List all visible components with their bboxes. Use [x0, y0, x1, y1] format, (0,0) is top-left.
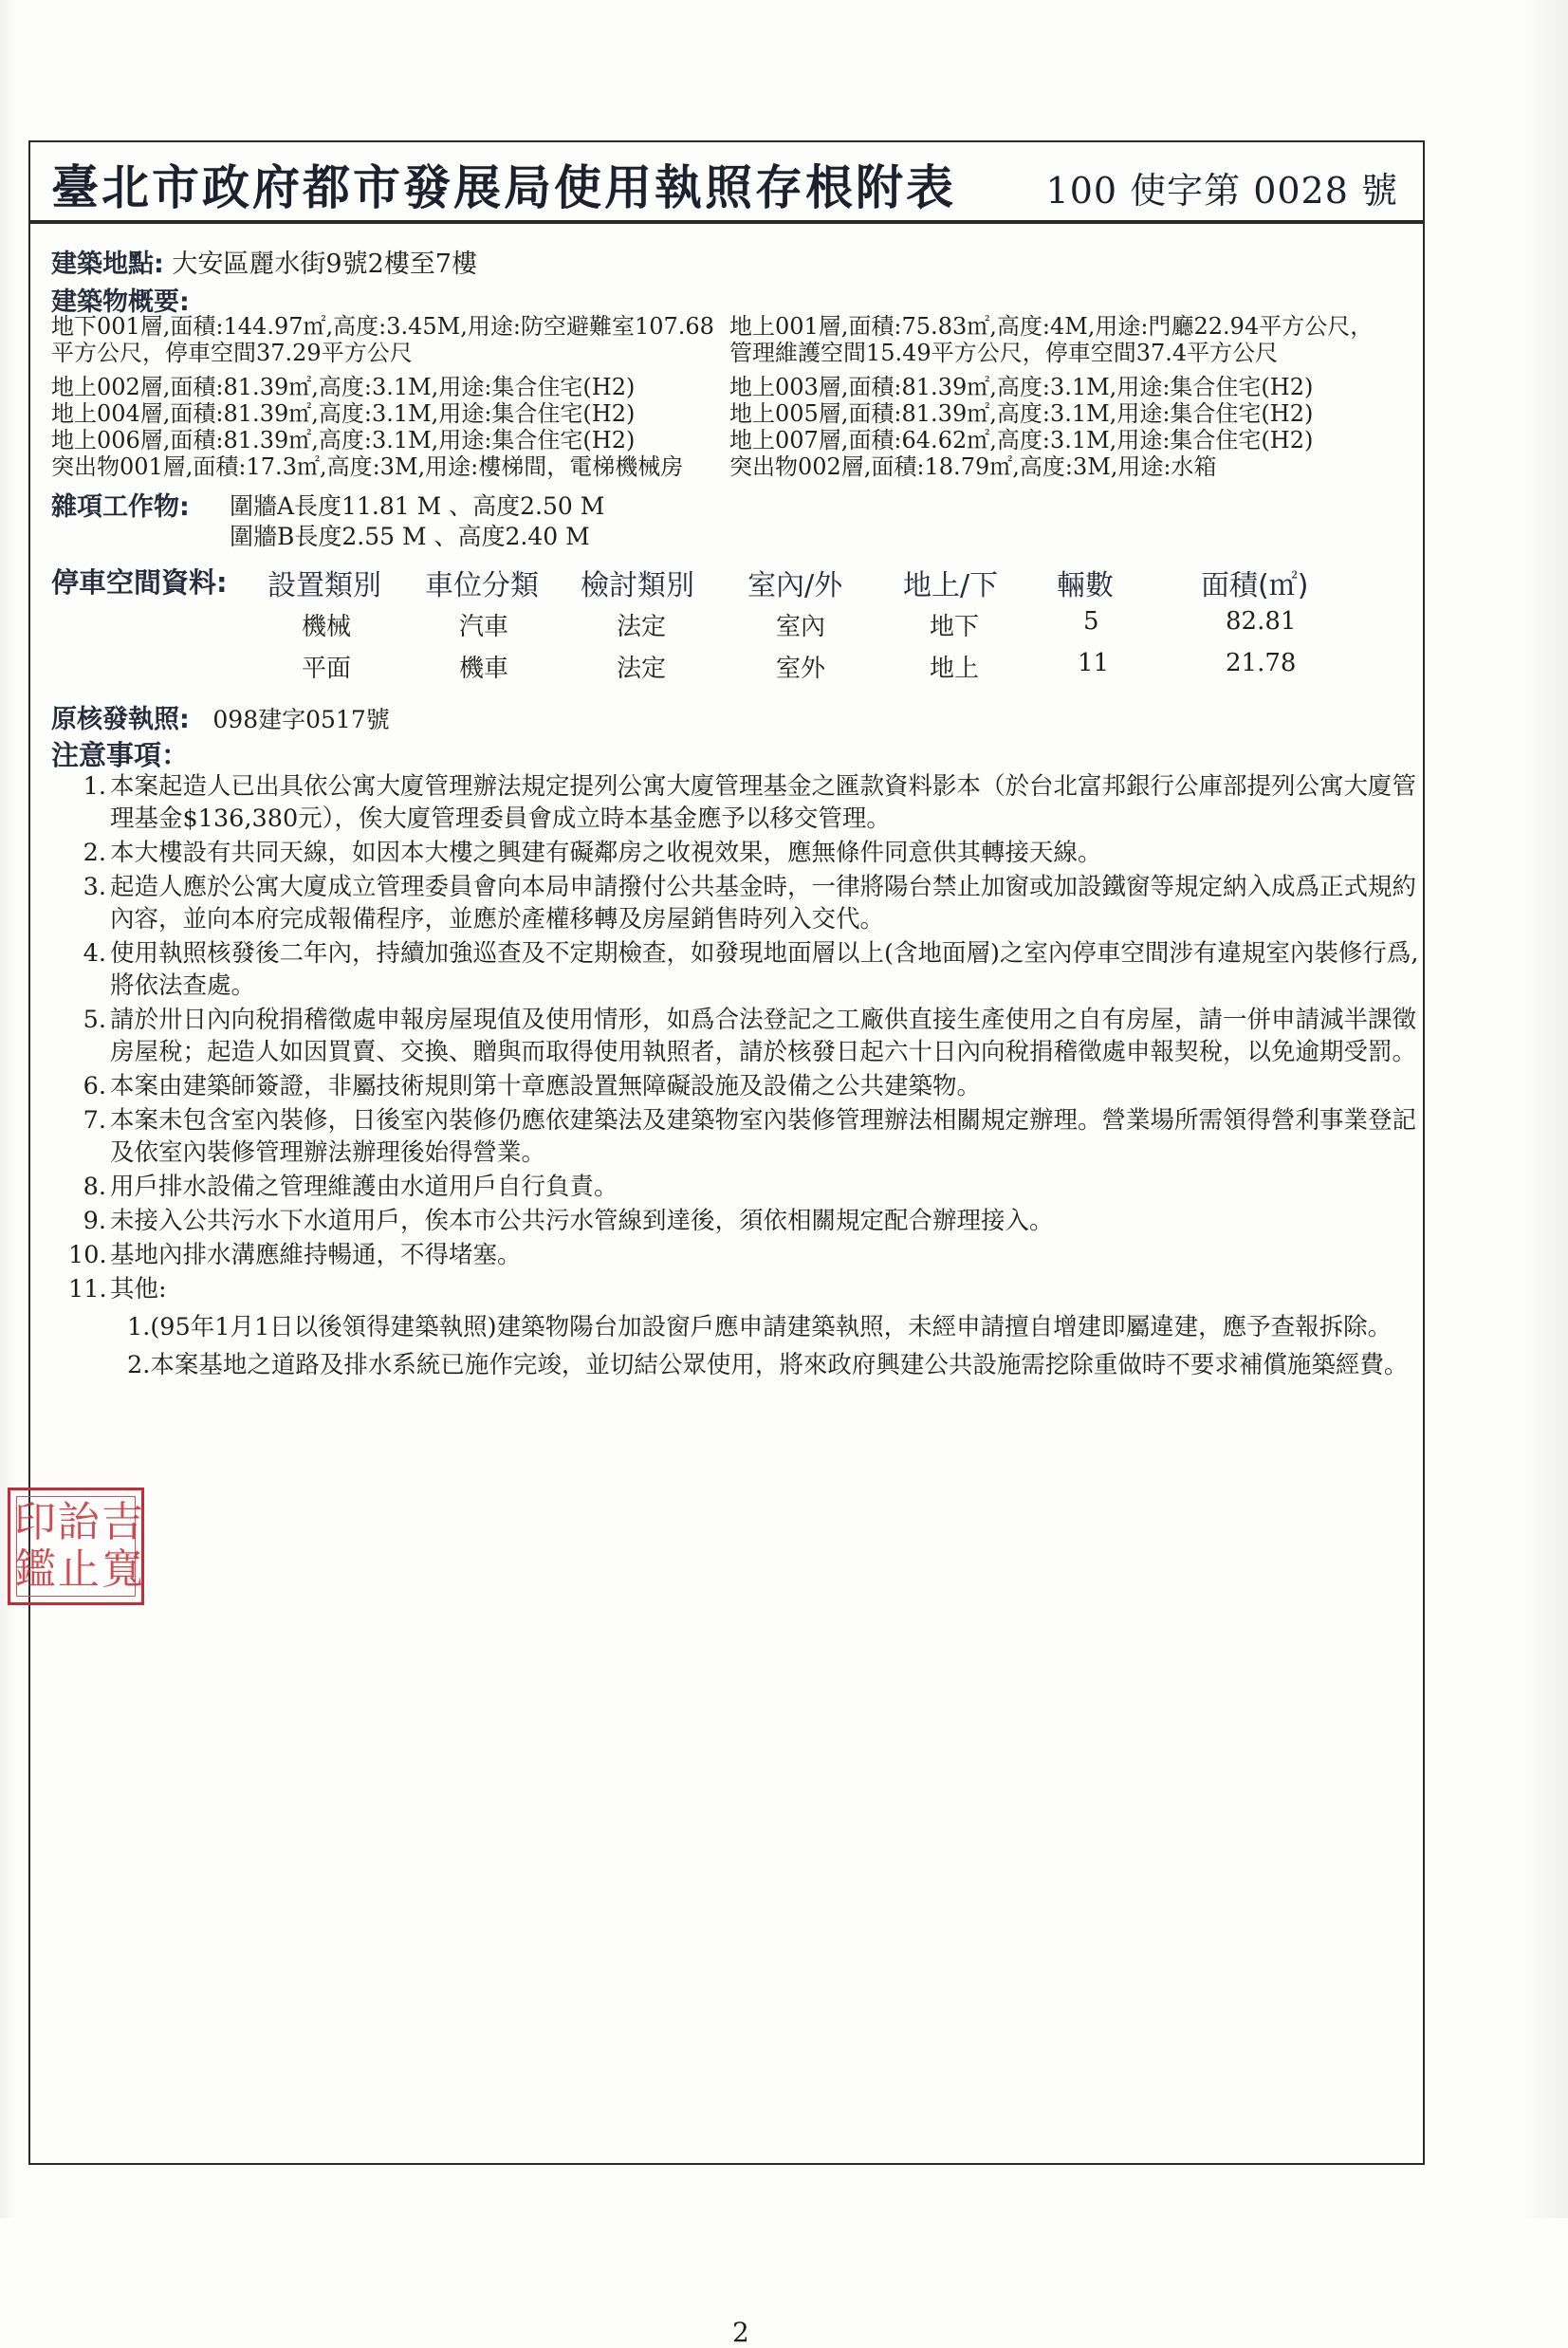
note-item: [68, 1070, 1434, 1102]
original-license-label: 原核發執照:: [51, 705, 190, 734]
note-item: [68, 837, 1434, 869]
parking-cell: 法定: [617, 655, 667, 683]
parking-cell: 地下: [930, 613, 980, 641]
parking-cell: 11: [1078, 649, 1110, 677]
overview-line: 突出物001層,面積:17.3㎡,高度:3M,用途:樓梯間，電梯機械房: [51, 453, 684, 480]
document-frame: [28, 140, 1425, 2348]
parking-cell: 室內: [776, 613, 826, 641]
note-item: [68, 1239, 1434, 1271]
parking-cell: 82.81: [1226, 607, 1297, 636]
misc-label: 雜項工作物:: [51, 492, 190, 522]
seal-glyph: 寬: [101, 1545, 143, 1594]
note-number: 3.: [83, 873, 106, 901]
note-text: 用戶排水設備之管理維護由水道用戶自行負責。: [110, 1173, 618, 1201]
parking-cell: 機械: [302, 613, 352, 641]
note-text: 請於卅日內向稅捐稽徵處申報房屋現值及使用情形，如爲合法登記之工廠供直接生產使用之自有房屋，請一併申請減半課徵房屋稅；起造人如因買賣、交換、贈與而取得使用執照者，請於核發日起六十日內向稅捐稽徵處申報契稅，以免逾期受罰。: [110, 1006, 1417, 1066]
overview-line: 地上001層,面積:75.83㎡,高度:4M,用途:門廳22.94平方公尺，: [729, 313, 1374, 340]
note-text: 未接入公共污水下水道用戶，俟本市公共污水管線到達後，須依相關規定配合辦理接入。: [110, 1207, 1054, 1235]
overview-left-column: [51, 313, 748, 480]
overview-line: 管理維護空間15.49平方公尺，停車空間37.4平方公尺: [729, 340, 1279, 366]
parking-cell: 平面: [302, 655, 352, 683]
parking-header: 輛數: [1057, 569, 1114, 602]
note-item: [68, 1004, 1434, 1068]
document-title: 臺北市政府都市發展局使用執照存根附表: [51, 159, 956, 215]
overview-label: 建築物概要:: [51, 287, 190, 317]
note-number: 7.: [83, 1106, 106, 1135]
note-number: 8.: [83, 1173, 106, 1201]
overview-line: 地上005層,面積:81.39㎡,高度:3.1M,用途:集合住宅(H2): [729, 400, 1314, 427]
parking-cell: 21.78: [1226, 649, 1297, 677]
parking-cell: 機車: [459, 655, 509, 683]
note-number: 10.: [68, 1241, 107, 1269]
official-seal-stamp: [8, 1488, 144, 1605]
note-text: 本案未包含室內裝修，日後室內裝修仍應依建築法及建築物室內裝修管理辦法相關規定辦理。營業場所需領得營利事業登記及依室內裝修管理辦法辦理後始得營業。: [110, 1106, 1417, 1167]
note-text: 本案起造人已出具依公寓大廈管理辦法規定提列公寓大廈管理基金之匯款資料影本（於台北富邦銀行公庫部提列公寓大廈管理基金$136,380元），俟大廈管理委員會成立時本基金應予以移交管理。: [110, 772, 1417, 833]
misc-item: 圍牆A長度11.81 M 、高度2.50 M: [230, 492, 605, 520]
parking-header: 設置類別: [267, 569, 381, 602]
note-number: 1.: [83, 772, 106, 801]
overview-right-column: [729, 313, 1422, 480]
parking-cell: 室外: [776, 655, 826, 683]
original-license-row: [51, 698, 390, 735]
note-number: 5.: [83, 1006, 106, 1034]
seal-glyph: 詒: [58, 1498, 100, 1546]
note-text: 本大樓設有共同天線，如因本大樓之興建有礙鄰房之收視效果，應無條件同意供其轉接天線。: [110, 839, 1102, 867]
parking-header: 地上/下: [903, 569, 999, 602]
note-text: 使用執照核發後二年內，持續加強巡查及不定期檢查，如發現地面層以上(含地面層)之室內停車空間涉有違規室內裝修行爲,將依法查處。: [110, 939, 1419, 1000]
overview-line: 突出物002層,面積:18.79㎡,高度:3M,用途:水箱: [729, 453, 1217, 480]
parking-cell: 法定: [617, 613, 667, 641]
overview-line: 平方公尺，停車空間37.29平方公尺: [51, 340, 413, 366]
note-item: [68, 871, 1434, 935]
page-number: 2: [732, 2317, 749, 2348]
overview-line: 地下001層,面積:144.97㎡,高度:3.45M,用途:防空避難室107.68: [51, 313, 714, 340]
note-number: 6.: [83, 1072, 106, 1100]
note-text: 其他:: [110, 1275, 167, 1303]
note-number: 9.: [83, 1207, 106, 1235]
site-row: [51, 243, 477, 280]
seal-glyph: 鑑: [14, 1545, 56, 1594]
note-number: 11.: [68, 1275, 107, 1303]
note-item: [68, 1104, 1434, 1169]
note-item: [68, 937, 1434, 1002]
note-text: 起造人應於公寓大廈成立管理委員會向本局申請撥付公共基金時，一律將陽台禁止加窗或加設鐵窗等規定納入成爲正式規約內容，並向本府完成報備程序，並應於產權移轉及房屋銷售時列入交代。: [110, 873, 1417, 934]
license-number: 100 使字第 0028 號: [1045, 170, 1398, 212]
overview-line: 地上003層,面積:81.39㎡,高度:3.1M,用途:集合住宅(H2): [729, 374, 1314, 400]
note-sub-item: 1.(95年1月1日以後領得建築執照)建築物陽台加設窗戶應申請建築執照，未經申請擅自增建即屬違建，應予查報拆除。: [127, 1313, 1393, 1341]
parking-header: 車位分類: [425, 569, 539, 602]
seal-glyph: 印: [14, 1498, 56, 1546]
parking-label: 停車空間資料:: [51, 566, 228, 599]
note-text: 本案由建築師簽證，非屬技術規則第十章應設置無障礙設施及設備之公共建築物。: [110, 1072, 982, 1100]
notes-list: [68, 770, 1434, 1381]
note-number: 2.: [83, 839, 106, 867]
site-label: 建築地點:: [51, 250, 164, 279]
note-number: 4.: [83, 939, 106, 968]
overview-line: 地上006層,面積:81.39㎡,高度:3.1M,用途:集合住宅(H2): [51, 427, 636, 453]
original-license-value: 098建字0517號: [212, 706, 390, 733]
note-item: [68, 1171, 1434, 1203]
seal-glyph: 吉: [101, 1498, 143, 1546]
overview-line: 地上002層,面積:81.39㎡,高度:3.1M,用途:集合住宅(H2): [51, 374, 636, 400]
note-item: [68, 1205, 1434, 1237]
parking-header: 室內/外: [747, 569, 843, 602]
parking-cell: 5: [1083, 607, 1099, 636]
note-text: 基地內排水溝應維持暢通，不得堵塞。: [110, 1241, 522, 1269]
overview-line: 地上007層,面積:64.62㎡,高度:3.1M,用途:集合住宅(H2): [729, 427, 1314, 453]
parking-cell: 地上: [930, 655, 980, 683]
note-item: [68, 770, 1434, 835]
overview-line: 地上004層,面積:81.39㎡,高度:3.1M,用途:集合住宅(H2): [51, 400, 636, 427]
parking-header: 面積(㎡): [1201, 569, 1309, 602]
note-item: [68, 1273, 1434, 1305]
seal-glyph: 止: [58, 1545, 100, 1594]
note-sub-item: 2.本案基地之道路及排水系統已施作完竣，並切結公眾使用，將來政府興建公共設施需挖除重做時不要求補償施築經費。: [127, 1351, 1409, 1379]
title-box: [30, 142, 1423, 224]
parking-cell: 汽車: [459, 613, 509, 641]
misc-item: 圍牆B長度2.55 M 、高度2.40 M: [230, 523, 590, 550]
notes-label: 注意事項：: [51, 739, 190, 771]
parking-header: 檢討類別: [581, 569, 694, 602]
site-value: 大安區麗水街9號2樓至7樓: [172, 250, 477, 279]
